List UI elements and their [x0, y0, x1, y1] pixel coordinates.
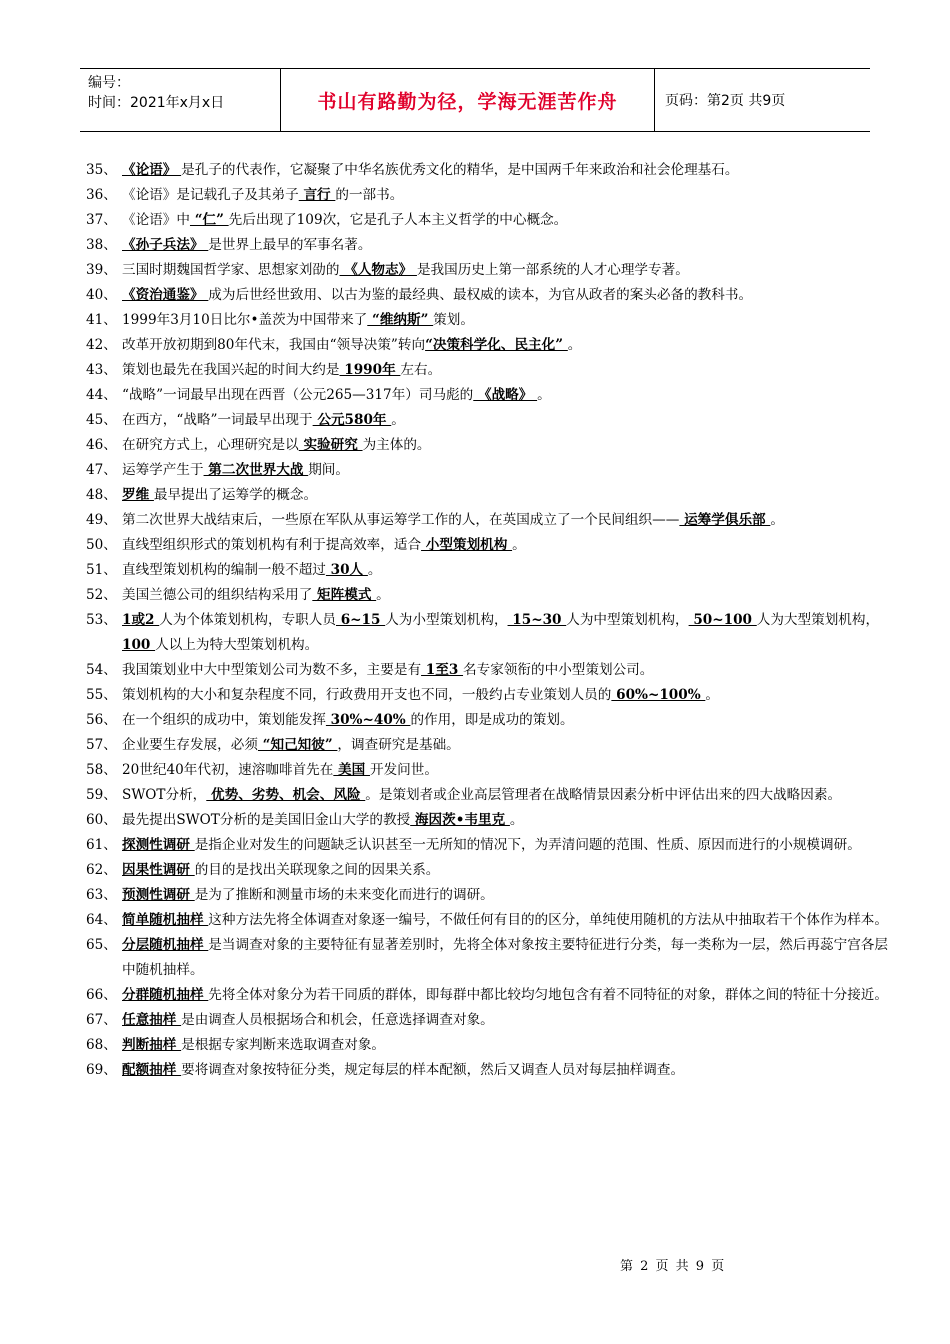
- item-text: “战略”一词最早出现在西晋（公元265—317年）司马彪的: [122, 387, 474, 403]
- item-text: 运筹学产生于: [122, 462, 204, 478]
- item-text: 改革开放初期到80年代末，我国由“领导决策”转向: [122, 337, 426, 353]
- item-number: 68、: [86, 1037, 117, 1053]
- header-motto: 书山有路勤为径，学海无涯苦作舟: [280, 69, 655, 131]
- answer-blank: 第二次世界大战: [203, 462, 309, 478]
- item-text: 成为后世经世致用、以古为鉴的最经典、最权威的读本，为官从政者的案头必备的教科书。: [208, 287, 753, 303]
- item-number: 65、: [86, 937, 117, 953]
- item-number: 54、: [86, 662, 117, 678]
- item-text: 是指企业对发生的问题缺乏认识甚至一无所知的情况下，为弄清问题的范围、性质、原因而进行的小规模调研。: [194, 837, 861, 853]
- item-text: 是根据专家判断来选取调查对象。: [181, 1037, 386, 1053]
- item-text: 三国时期魏国哲学家、思想家刘劭的: [122, 262, 340, 278]
- answer-blank: 1990年: [339, 362, 401, 378]
- item-text: ，调查研究是基础。: [337, 737, 460, 753]
- item-text: 在研究方式上，心理研究是以: [122, 437, 299, 453]
- list-item: [84, 358, 892, 383]
- item-text: 直线型策划机构的编制一般不超过: [122, 562, 326, 578]
- item-number: 58、: [86, 762, 117, 778]
- item-text: 先将全体对象分为若干同质的群体，即每群中都比较均匀地包含有着不同特征的对象，群体之间的特征十分接近。: [208, 987, 888, 1003]
- list-item: [84, 758, 892, 783]
- list-item: [84, 583, 892, 608]
- answer-blank: 6~15: [335, 612, 386, 628]
- item-text: 。: [367, 562, 382, 578]
- list-item: [84, 683, 892, 708]
- item-text: 的一部书。: [335, 187, 404, 203]
- item-number: 36、: [86, 187, 117, 203]
- answer-blank: “仁”: [189, 212, 229, 228]
- item-number: 47、: [86, 462, 117, 478]
- list-item: [84, 858, 892, 883]
- item-text: 最先提出SWOT分析的是美国旧金山大学的教授: [122, 812, 411, 828]
- list-item: [84, 383, 892, 408]
- item-text: 是由调查人员根据场合和机会，任意选择调查对象。: [181, 1012, 494, 1028]
- answer-blank: 《资治通鉴》: [122, 287, 209, 303]
- item-text: 名专家领衔的中小型策划公司。: [463, 662, 654, 678]
- list-item: [84, 933, 892, 983]
- item-number: 53、: [86, 612, 117, 628]
- item-number: 69、: [86, 1062, 117, 1078]
- answer-blank: 判断抽样: [122, 1037, 182, 1053]
- answer-blank: 因果性调研: [122, 862, 195, 878]
- item-number: 56、: [86, 712, 117, 728]
- item-text: 。: [512, 537, 526, 553]
- time-label: 时间：2021年x月x日: [88, 95, 225, 111]
- answer-blank: 60%~100%: [611, 687, 706, 703]
- item-text: 。: [509, 812, 524, 828]
- item-text: 开发问世。: [369, 762, 438, 778]
- item-number: 40、: [86, 287, 117, 303]
- item-text: 。: [376, 587, 390, 603]
- answer-blank: 言行: [298, 187, 336, 203]
- item-number: 64、: [86, 912, 117, 928]
- item-number: 35、: [86, 162, 117, 178]
- answer-blank: 公元580年: [312, 412, 392, 428]
- item-text: 是当调查对象的主要特征有显著差别时，先将全体对象按主要特征进行分类，每一类称为一层，然后再蕊宁宫各层中随机抽样。: [122, 937, 888, 978]
- item-number: 48、: [86, 487, 117, 503]
- item-text: 最早提出了运筹学的概念。: [153, 487, 318, 503]
- item-text: 是为了推断和测量市场的未来变化而进行的调研。: [194, 887, 494, 903]
- item-text: 期间。: [308, 462, 349, 478]
- item-text: 第二次世界大战结束后，一些原在军队从事运筹学工作的人，在英国成立了一个民间组织——: [122, 512, 680, 528]
- answer-blank: 罗维: [122, 487, 154, 503]
- answer-blank: 50~100: [688, 612, 757, 628]
- item-text: 人为小型策划机构，: [385, 612, 508, 628]
- item-text: 的目的是找出关联现象之间的因果关系。: [194, 862, 440, 878]
- item-number: 62、: [86, 862, 117, 878]
- item-text: 20世纪40年代初，速溶咖啡首先在: [122, 762, 334, 778]
- list-item: [84, 708, 892, 733]
- list-item: [84, 208, 892, 233]
- item-number: 51、: [86, 562, 117, 578]
- item-number: 49、: [86, 512, 117, 528]
- answer-blank: 优势、劣势、机会、风险: [206, 787, 366, 803]
- list-item: [84, 608, 892, 658]
- list-item: [84, 808, 892, 833]
- item-number: 43、: [86, 362, 117, 378]
- list-item: [84, 983, 892, 1008]
- item-text: 策划也最先在我国兴起的时间大约是: [122, 362, 340, 378]
- page-footer: 第 2 页 共 9 页: [620, 1259, 725, 1274]
- answer-blank: 探测性调研: [122, 837, 195, 853]
- list-item: [84, 458, 892, 483]
- item-number: 45、: [86, 412, 117, 428]
- answer-blank: 30%~40%: [325, 712, 411, 728]
- item-text: 人为大型策划机构，: [756, 612, 880, 628]
- list-item: [84, 1008, 892, 1033]
- answer-blank: 30人: [325, 562, 368, 578]
- answer-blank: 任意抽样: [122, 1012, 182, 1028]
- item-text: 。: [705, 687, 719, 703]
- item-number: 66、: [86, 987, 117, 1003]
- answer-blank: 1至3: [421, 662, 464, 678]
- item-text: 《论语》中: [122, 212, 190, 228]
- item-number: 61、: [86, 837, 117, 853]
- answer-blank: 分层随机抽样: [122, 937, 209, 953]
- answer-blank: 15~30: [507, 612, 567, 628]
- item-text: 是孔子的代表作，它凝聚了中华名族优秀文化的精华，是中国两千年来政治和社会伦理基石。: [181, 162, 739, 178]
- item-number: 44、: [86, 387, 117, 403]
- answer-blank: “知己知彼”: [257, 737, 338, 753]
- item-text: 这种方法先将全体调查对象逐一编号，不做任何有目的的区分，单纯使用随机的方法从中抽取若干个体作为样本。: [208, 912, 888, 928]
- item-number: 55、: [86, 687, 117, 703]
- answer-blank: 小型策划机构: [421, 537, 513, 553]
- item-text: 1999年3月10日比尔•盖茨为中国带来了: [122, 312, 368, 328]
- item-text: 人以上为特大型策划机构。: [155, 637, 319, 653]
- list-item: [84, 183, 892, 208]
- item-text: 。: [537, 387, 551, 403]
- list-item: [84, 433, 892, 458]
- list-item: [84, 483, 892, 508]
- list-item: [84, 233, 892, 258]
- answer-blank: “维纳斯”: [367, 312, 434, 328]
- answer-blank: 简单随机抽样: [122, 912, 209, 928]
- item-text: 是我国历史上第一部系统的人才心理学专著。: [416, 262, 689, 278]
- question-list: [84, 158, 892, 1083]
- item-text: 要将调查对象按特征分类，规定每层的样本配额，然后又调查人员对每层抽样调查。: [181, 1062, 685, 1078]
- list-item: [84, 333, 892, 358]
- item-text: 美国兰德公司的组织结构采用了: [122, 587, 313, 603]
- list-item: [84, 158, 892, 183]
- answer-blank: 海因茨•韦里克: [410, 812, 510, 828]
- list-item: [84, 783, 892, 808]
- item-number: 67、: [86, 1012, 117, 1028]
- item-text: 。: [391, 412, 405, 428]
- item-text: 左右。: [400, 362, 442, 378]
- answer-blank: 预测性调研: [122, 887, 195, 903]
- answer-blank: 配额抽样: [122, 1062, 182, 1078]
- item-number: 52、: [86, 587, 117, 603]
- answer-blank: 美国: [333, 762, 370, 778]
- list-item: [84, 733, 892, 758]
- list-item: [84, 308, 892, 333]
- item-text: 。: [770, 512, 784, 528]
- item-number: 50、: [86, 537, 117, 553]
- item-text: 为主体的。: [362, 437, 431, 453]
- item-text: 。是策划者或企业高层管理者在战略情景因素分析中评估出来的四大战略因素。: [365, 787, 842, 803]
- answer-blank: “决策科学化、民主化”: [425, 337, 568, 353]
- item-text: 企业要生存发展，必须: [122, 737, 258, 753]
- list-item: [84, 658, 892, 683]
- item-text: 。: [567, 337, 582, 353]
- item-number: 46、: [86, 437, 117, 453]
- item-text: 策划机构的大小和复杂程度不同，行政费用开支也不同，一般约占专业策划人员的: [122, 687, 612, 703]
- answer-blank: 100: [122, 637, 156, 653]
- item-number: 59、: [86, 787, 117, 803]
- list-item: [84, 833, 892, 858]
- item-text: 的作用，即是成功的策划。: [410, 712, 574, 728]
- list-item: [84, 883, 892, 908]
- item-text: 策划。: [433, 312, 474, 328]
- item-text: SWOT分析，: [122, 787, 207, 803]
- item-number: 42、: [86, 337, 117, 353]
- page-header: [80, 68, 870, 132]
- item-text: 先后出现了109次，它是孔子人本主义哲学的中心概念。: [228, 212, 568, 228]
- answer-blank: 运筹学俱乐部: [679, 512, 771, 528]
- item-number: 63、: [86, 887, 117, 903]
- answer-blank: 分群随机抽样: [122, 987, 209, 1003]
- list-item: [84, 508, 892, 533]
- answer-blank: 矩阵模式: [312, 587, 377, 603]
- answer-blank: 实验研究: [298, 437, 363, 453]
- item-number: 37、: [86, 212, 117, 228]
- answer-blank: 《人物志》: [339, 262, 417, 278]
- item-number: 38、: [86, 237, 117, 253]
- list-item: [84, 1058, 892, 1083]
- list-item: [84, 908, 892, 933]
- list-item: [84, 533, 892, 558]
- answer-blank: 《孙子兵法》: [122, 237, 209, 253]
- list-item: [84, 258, 892, 283]
- item-text: 在西方，“战略”一词最早出现于: [122, 412, 313, 428]
- item-text: 在一个组织的成功中，策划能发挥: [122, 712, 326, 728]
- item-number: 57、: [86, 737, 117, 753]
- list-item: [84, 1033, 892, 1058]
- item-text: 我国策划业中大中型策划公司为数不多，主要是有: [122, 662, 422, 678]
- list-item: [84, 558, 892, 583]
- item-text: 人为中型策划机构，: [566, 612, 689, 628]
- item-text: 直线型组织形式的策划机构有利于提高效率，适合: [122, 537, 422, 553]
- answer-blank: 《战略》: [473, 387, 538, 403]
- header-meta: [80, 69, 280, 131]
- header-page-info: 页码：第2页 共9页: [665, 93, 786, 109]
- answer-blank: 1或2: [122, 612, 160, 628]
- list-item: [84, 283, 892, 308]
- item-number: 60、: [86, 812, 117, 828]
- item-text: 是世界上最早的军事名著。: [208, 237, 372, 253]
- serial-label: 编号：: [88, 75, 130, 91]
- answer-blank: 《论语》: [122, 162, 182, 178]
- item-text: 人为个体策划机构，专职人员: [159, 612, 336, 628]
- item-number: 41、: [86, 312, 117, 328]
- item-text: 《论语》是记载孔子及其弟子: [122, 187, 299, 203]
- item-number: 39、: [86, 262, 117, 278]
- list-item: [84, 408, 892, 433]
